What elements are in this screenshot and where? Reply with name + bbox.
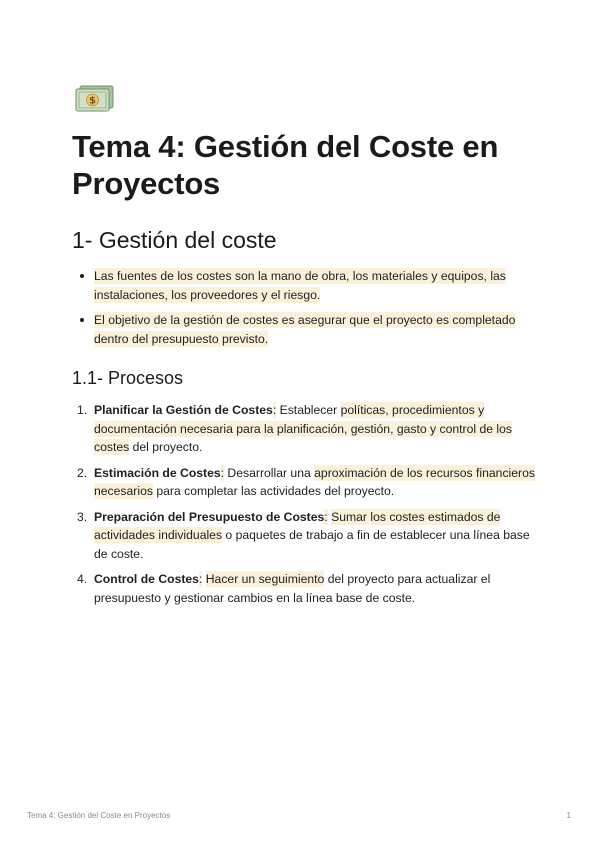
process-name: Preparación del Presupuesto de Costes <box>94 509 325 524</box>
item-number: 4. <box>77 572 88 586</box>
highlighted-text: : <box>198 572 203 586</box>
process-name: Planificar la Gestión de Costes <box>94 403 273 417</box>
list-item <box>77 464 542 501</box>
footer-page-number: 1 <box>566 811 571 820</box>
item-text: para completar las actividades del proyecto. <box>152 484 395 498</box>
list-item <box>94 267 542 304</box>
list-item <box>77 570 542 607</box>
item-number: 2. <box>77 465 88 480</box>
item-text: Desarrollar una <box>224 465 315 480</box>
item-number: 1. <box>77 403 88 417</box>
highlighted-text: : <box>272 403 277 417</box>
highlighted-text: Sumar los costes estimados de actividades individuales <box>94 509 501 542</box>
footer-document-title: Tema 4: Gestión del Coste en Proyectos <box>27 811 171 820</box>
highlighted-text: políticas, procedimientos y documentación necesaria para la planificación, gestión, gasto y control de los costes <box>94 403 513 454</box>
process-name: Estimación de Costes <box>94 465 221 480</box>
highlighted-text: : <box>324 509 328 524</box>
section-heading-procesos: 1.1- Procesos <box>72 368 184 388</box>
item-text: del proyecto para actualizar el presupuesto y gestionar cambios en la línea base de coste. <box>94 572 491 605</box>
svg-text:$: $ <box>89 95 96 107</box>
numbered-process-list <box>72 401 542 607</box>
item-text: o paquetes de trabajo a fin de establecer una línea base de coste. <box>94 528 530 561</box>
highlighted-text: Hacer un seguimiento <box>205 572 325 586</box>
highlighted-text: : <box>220 465 225 480</box>
item-text: del proyecto. <box>129 440 203 454</box>
highlighted-text: aproximación de los recursos financieros necesarios <box>94 465 535 498</box>
section-heading-gestion-coste: 1- Gestión del coste <box>72 227 277 253</box>
bullet-list <box>72 267 542 348</box>
item-number: 3. <box>77 509 88 524</box>
document-page <box>72 82 542 614</box>
page-title: Tema 4: Gestión del Coste en Proyectos <box>72 129 499 201</box>
item-text: Establecer <box>276 403 341 417</box>
highlighted-text: El objetivo de la gestión de costes es asegurar que el proyecto es completado dentro del presupuesto previsto. <box>94 313 516 346</box>
list-item <box>77 508 542 564</box>
process-name: Control de Costes <box>94 572 199 586</box>
highlighted-text: Las fuentes de los costes son la mano de obra, los materiales y equipos, las instalaciones, los proveedores y el riesgo. <box>94 269 506 302</box>
money-banknote-dollar-icon <box>73 82 115 114</box>
list-item <box>77 401 542 457</box>
list-item <box>94 311 542 348</box>
